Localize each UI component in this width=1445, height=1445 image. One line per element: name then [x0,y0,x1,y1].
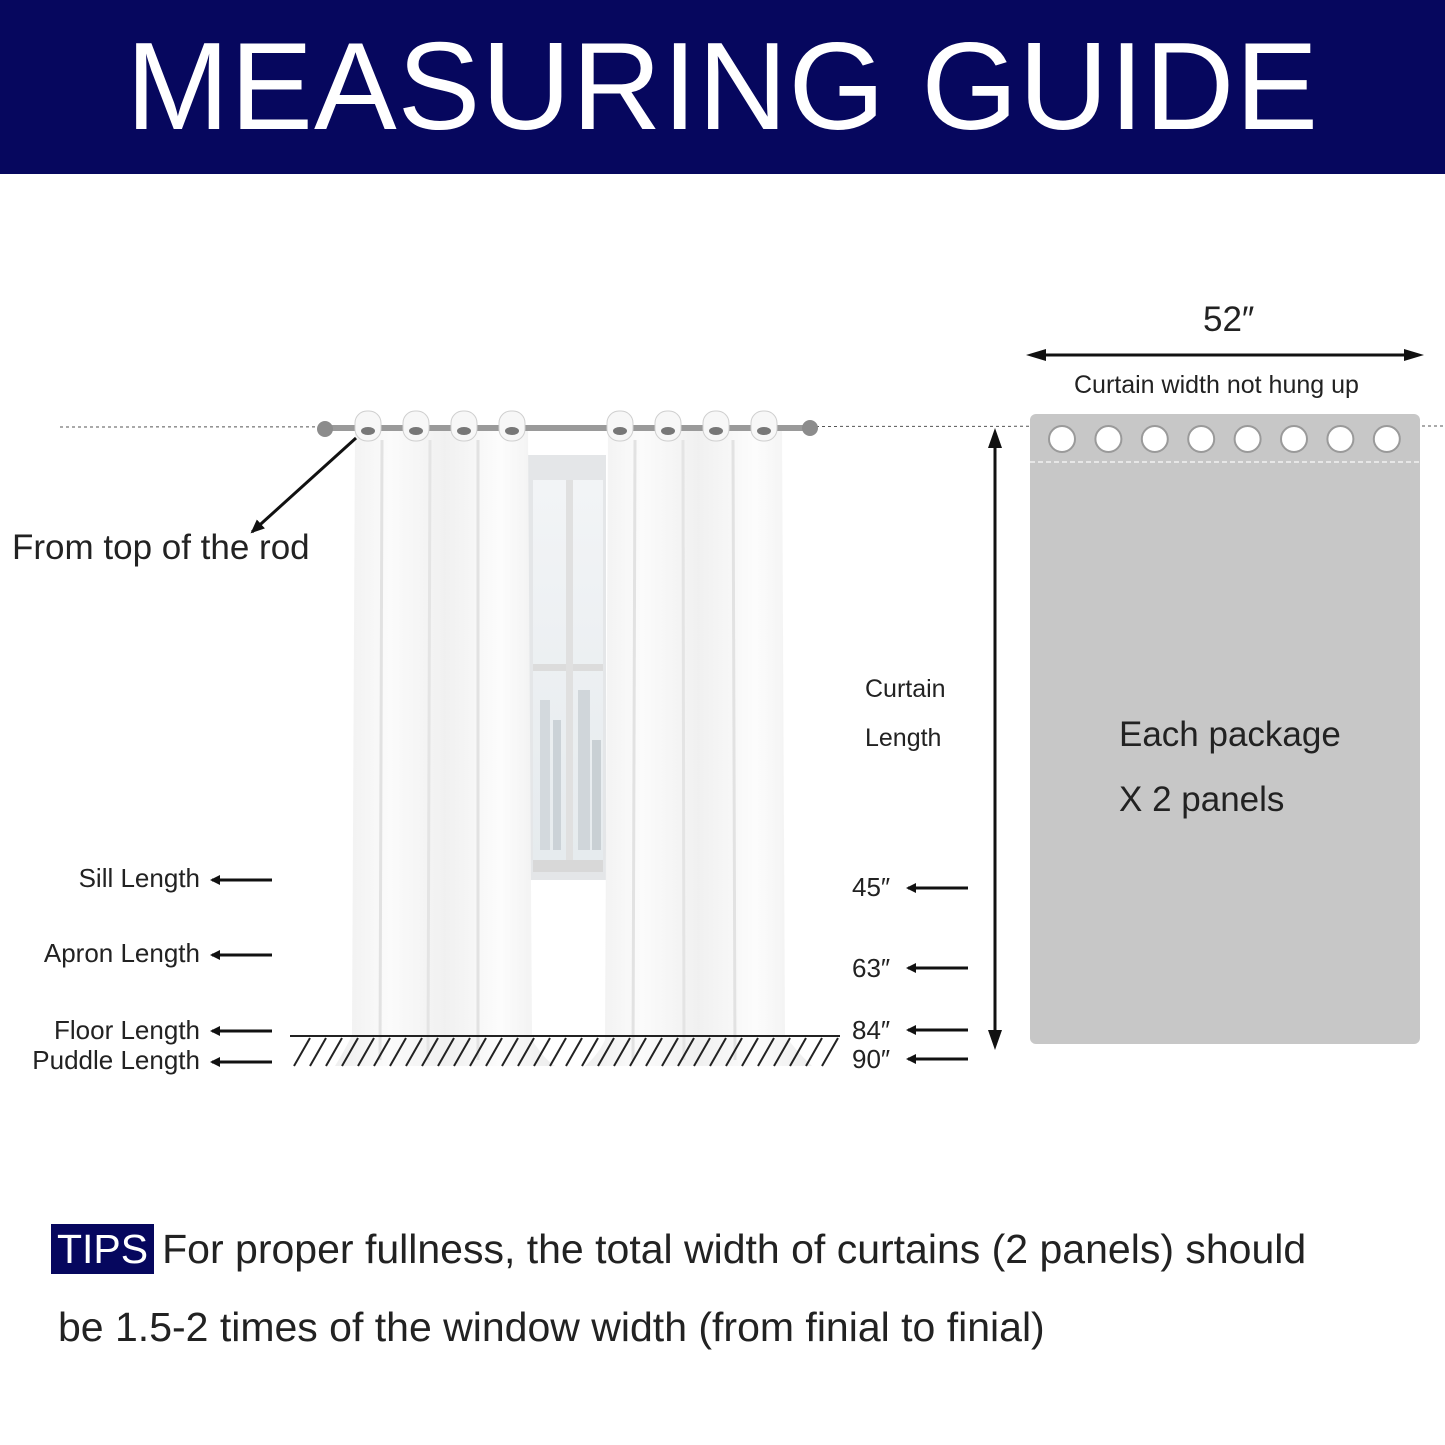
grommet-hole-icon [457,427,471,435]
tips-line1 [51,1222,1306,1276]
right-curtain-panel [585,428,812,1066]
width-arrow [1026,349,1424,361]
tips-text-line2: be 1.5-2 times of the window width (from finial to finial) [58,1304,1045,1350]
length-value-45: 45″ [852,872,891,902]
length-value-63: 63″ [852,953,891,983]
curtain-ring-icon [499,411,525,441]
length-value-84: 84″ [852,1015,891,1045]
grommet-hole-icon [757,427,771,435]
length-name-arrows [212,880,272,1062]
grommet-icon [1374,426,1400,452]
grommet-hole-icon [661,427,675,435]
grommet-icon [1095,426,1121,452]
curtain-ring-icon [751,411,777,441]
curtain-ring-icon [703,411,729,441]
floor-hatch-stroke [806,1038,822,1066]
curtain-ring-icon [403,411,429,441]
floor-hatch-stroke [566,1038,582,1066]
page-title: MEASURING GUIDE [125,18,1320,156]
panel-width-caption: Curtain width not hung up [1074,371,1359,399]
grommet-hole-icon [361,427,375,435]
curtain-ring-icon [355,411,381,441]
panel-width-value: 52″ [1203,300,1255,339]
package-line1: Each package [1119,715,1341,754]
curtain-length-label-line1: Curtain [865,675,946,703]
grommet-icon [1235,426,1261,452]
length-name-floor: Floor Length [54,1015,200,1045]
tips-text-line1: For proper fullness, the total width of curtains (2 panels) should [162,1226,1307,1272]
grommet-icon [1188,426,1214,452]
grommet-hole-icon [709,427,723,435]
length-value-arrows [908,888,968,1059]
length-value-90: 90″ [852,1044,891,1074]
window-illustration [528,455,606,880]
grommet-hole-icon [409,427,423,435]
rod-note-label: From top of the rod [12,528,310,567]
curtain-ring-icon [655,411,681,441]
curtain-length-arrow [988,428,1002,1050]
grommet-icon [1281,426,1307,452]
grommet-hole-icon [613,427,627,435]
floor-hatch-stroke [294,1038,310,1066]
length-name-apron: Apron Length [43,938,200,968]
curtain-ring-icon [607,411,633,441]
curtain-length-label-line2: Length [865,724,942,752]
tips-badge: TIPS [51,1224,154,1274]
package-line2: X 2 panels [1119,780,1285,819]
floor-hatch-stroke [310,1038,326,1066]
grommet-icon [1049,426,1075,452]
grommet-icon [1142,426,1168,452]
left-curtain-panel [335,428,555,1066]
grommet-icon [1327,426,1353,452]
grommet-hole-icon [505,427,519,435]
length-name-puddle: Puddle Length [32,1045,200,1075]
floor-hatch-stroke [550,1038,566,1066]
floor-hatch-stroke [822,1038,838,1066]
rod-pointer-arrow [252,438,356,532]
length-name-sill: Sill Length [78,863,200,893]
curtain-ring-icon [451,411,477,441]
